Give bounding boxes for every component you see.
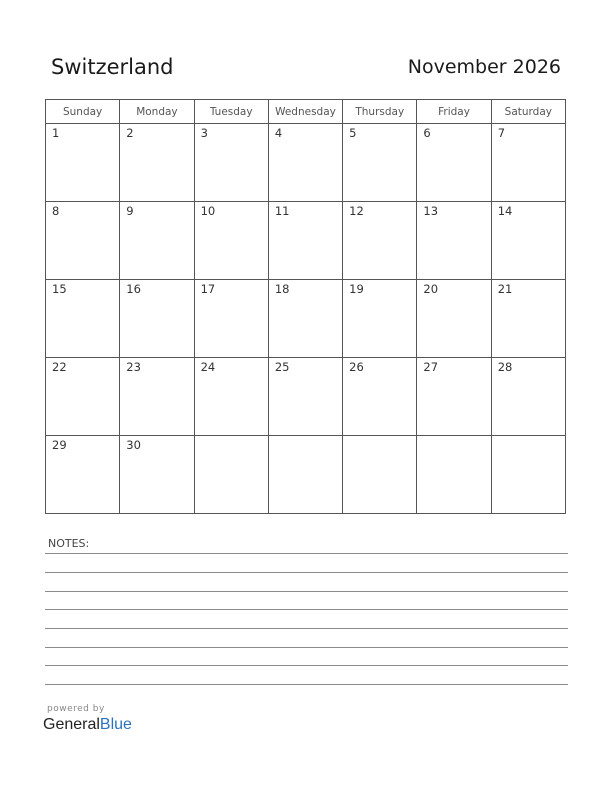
day-number: 3 (200, 126, 208, 140)
day-number (269, 436, 342, 438)
day-number: 9 (126, 204, 134, 218)
day-cell (46, 280, 120, 358)
day-number: 10 (200, 204, 216, 218)
day-cell (417, 436, 491, 514)
notes-line (45, 665, 568, 666)
day-cell (417, 358, 491, 436)
notes-line (45, 684, 568, 685)
day-number: 15 (52, 282, 67, 296)
day-number: 13 (423, 204, 439, 218)
day-cell (343, 124, 417, 202)
day-number: 11 (274, 204, 290, 218)
day-cell (194, 436, 268, 514)
day-cell (194, 124, 268, 202)
powered-by-text: powered by (47, 704, 105, 714)
day-number: 20 (423, 282, 439, 296)
day-cell (120, 358, 194, 436)
weekday-monday: Monday (120, 100, 194, 124)
day-cell (268, 436, 342, 514)
day-number: 5 (349, 126, 357, 140)
week-row (46, 202, 566, 280)
day-number (492, 436, 565, 438)
day-number: 18 (274, 282, 290, 296)
weekday-thursday: Thursday (343, 100, 417, 124)
week-row (46, 280, 566, 358)
day-cell (120, 280, 194, 358)
day-number: 2 (126, 126, 134, 140)
day-number: 28 (497, 360, 513, 374)
notes-label: NOTES: (48, 537, 90, 550)
day-cell (120, 436, 194, 514)
day-number: 4 (274, 126, 283, 140)
day-cell (417, 202, 491, 280)
day-cell (491, 202, 565, 280)
day-number (343, 436, 416, 438)
notes-line (45, 647, 568, 648)
day-cell (417, 280, 491, 358)
day-cell (194, 202, 268, 280)
day-number: 30 (126, 438, 141, 452)
day-number: 12 (349, 204, 364, 218)
day-cell (46, 124, 120, 202)
day-cell (491, 358, 565, 436)
day-cell (268, 358, 342, 436)
day-cell (343, 436, 417, 514)
day-number: 27 (423, 360, 439, 374)
day-number: 24 (200, 360, 216, 374)
day-number (417, 436, 490, 438)
day-number: 22 (52, 360, 67, 374)
day-cell (343, 202, 417, 280)
day-number: 25 (274, 360, 290, 374)
weekday-friday: Friday (417, 100, 491, 124)
week-row (46, 436, 566, 514)
day-cell (491, 436, 565, 514)
day-cell (194, 280, 268, 358)
country-title: Switzerland (51, 55, 174, 79)
notes-line (45, 572, 568, 573)
notes-line (45, 553, 568, 554)
notes-line (45, 609, 568, 610)
weekday-sunday: Sunday (46, 100, 120, 124)
day-cell (268, 280, 342, 358)
day-number: 21 (497, 282, 513, 296)
day-cell (491, 124, 565, 202)
day-number (195, 436, 268, 438)
weekday-tuesday: Tuesday (194, 100, 268, 124)
notes-line (45, 628, 568, 629)
day-cell (491, 280, 565, 358)
day-number: 23 (126, 360, 141, 374)
brand-general: General (43, 716, 100, 733)
month-title: November 2026 (407, 56, 561, 78)
notes-line (45, 591, 568, 592)
day-cell (417, 124, 491, 202)
day-cell (194, 358, 268, 436)
day-number: 29 (52, 438, 67, 452)
day-cell (268, 124, 342, 202)
day-number: 8 (52, 204, 60, 218)
day-cell (268, 202, 342, 280)
day-number: 17 (200, 282, 216, 296)
day-number: 16 (126, 282, 141, 296)
generalblue-logo (43, 716, 132, 734)
day-number: 26 (349, 360, 364, 374)
weekday-saturday: Saturday (491, 100, 565, 124)
week-row (46, 124, 566, 202)
day-number: 19 (349, 282, 364, 296)
weekday-wednesday: Wednesday (268, 100, 342, 124)
day-cell (46, 436, 120, 514)
weekday-header-row (46, 100, 566, 124)
day-number: 6 (423, 126, 431, 140)
day-cell (46, 358, 120, 436)
day-number: 7 (497, 126, 506, 140)
day-cell (120, 124, 194, 202)
brand-blue: Blue (99, 716, 132, 733)
day-number: 1 (52, 126, 60, 140)
day-number: 14 (497, 204, 513, 218)
day-cell (46, 202, 120, 280)
week-row (46, 358, 566, 436)
day-cell (343, 280, 417, 358)
day-cell (343, 358, 417, 436)
calendar-grid (45, 99, 566, 514)
day-cell (120, 202, 194, 280)
